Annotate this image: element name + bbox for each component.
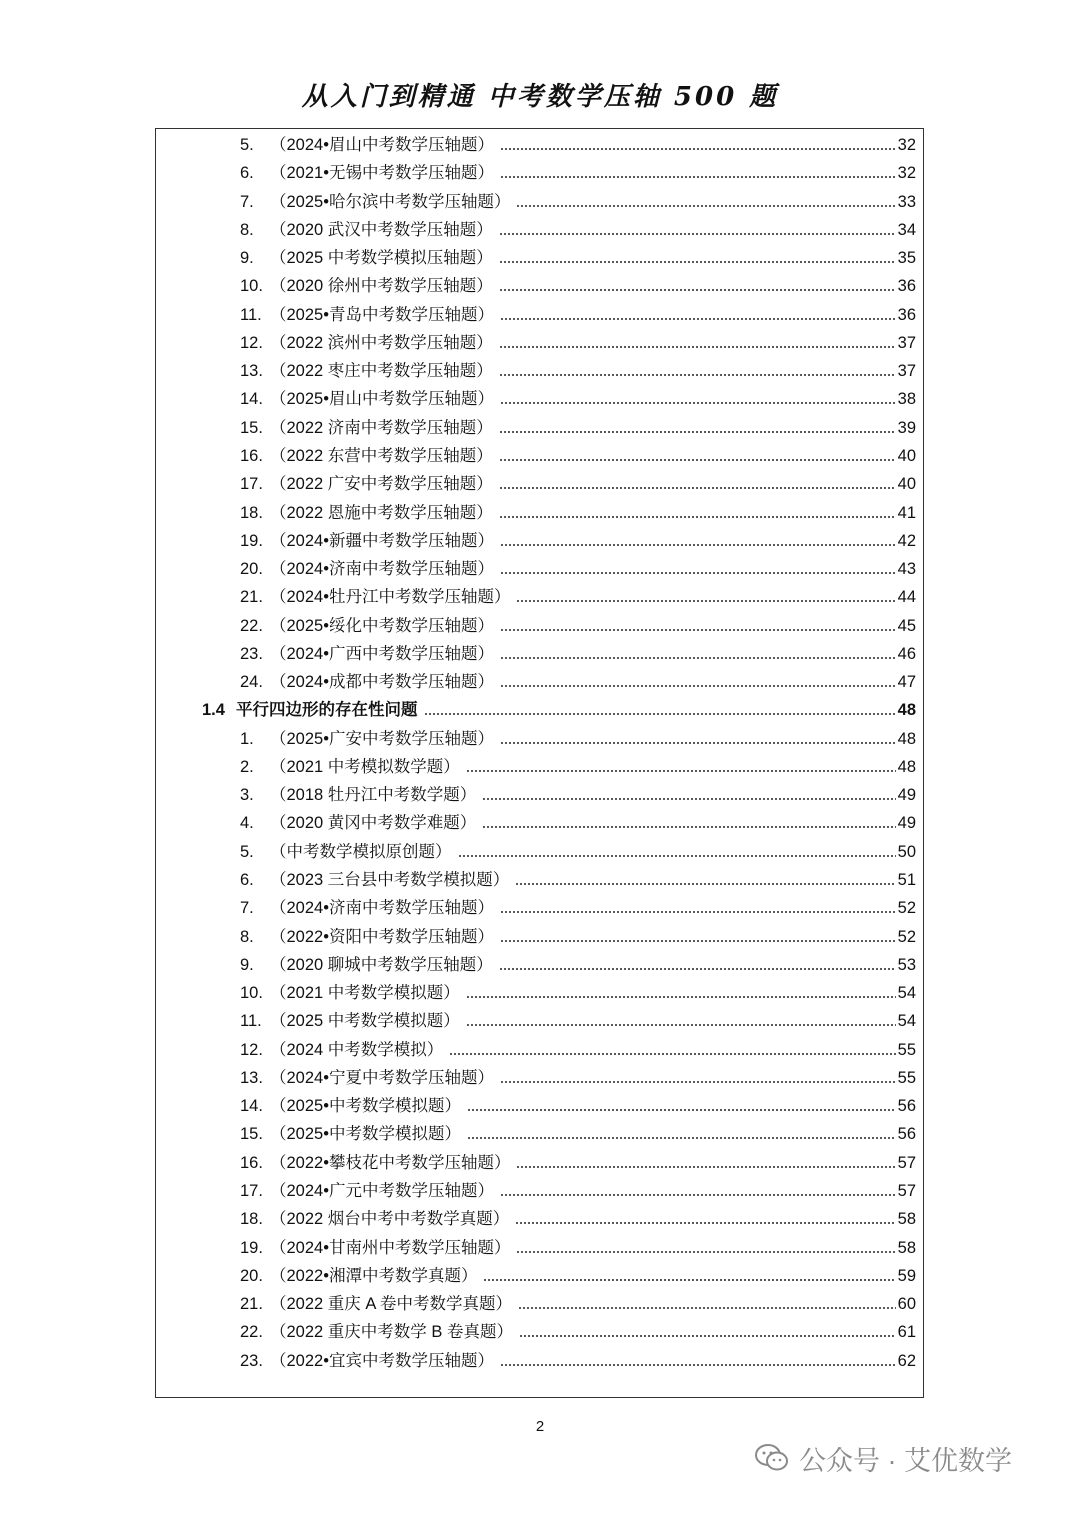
toc-entry-title: （2018 牡丹江中考数学题） — [270, 786, 477, 805]
toc-entry-number: 24. — [240, 673, 263, 692]
toc-entry-number: 21. — [240, 1295, 263, 1314]
toc-entry[interactable] — [240, 445, 916, 467]
toc-entry-number: 11. — [240, 1012, 262, 1031]
toc-entry-title: （2024•眉山中考数学压轴题） — [270, 136, 494, 154]
toc-entry-title: （2025•眉山中考数学压轴题） — [270, 390, 494, 409]
toc-entry-number: 8. — [240, 927, 254, 946]
toc-entry-page: 55 — [897, 1068, 916, 1087]
toc-entry-title: （2025•中考数学模拟题） — [270, 1097, 461, 1116]
toc-entry-title: （2022•资阳中考数学压轴题） — [270, 927, 494, 946]
toc-entry-title: （2024•济南中考数学压轴题） — [270, 560, 494, 579]
toc-entry-page: 58 — [897, 1210, 916, 1229]
toc-entry-title: （2022 东营中考数学压轴题） — [270, 446, 493, 465]
toc-entry-title: （2023 三台县中考数学模拟题） — [270, 871, 510, 890]
toc-entry-page: 37 — [897, 362, 916, 381]
toc-leader-dots — [499, 374, 896, 376]
toc-entry-title: （2025 中考数学模拟压轴题） — [270, 249, 493, 268]
toc-entry[interactable] — [240, 1067, 916, 1089]
toc-entry-number: 16. — [240, 446, 263, 465]
toc-entry-page: 49 — [897, 786, 916, 805]
toc-entry-number: 6. — [240, 871, 254, 890]
toc-entry-title: （2022 广安中考数学压轴题） — [270, 475, 493, 494]
page-header-title: 从入门到精通 中考数学压轴 500 题 — [301, 82, 779, 112]
toc-entry[interactable] — [240, 784, 916, 806]
toc-entry[interactable] — [240, 1095, 916, 1117]
toc-entry-title: 平行四边形的存在性问题 — [236, 701, 418, 720]
toc-entry-number: 6. — [240, 164, 254, 183]
toc-entry-number: 7. — [240, 192, 254, 211]
toc-entry-number: 13. — [240, 1068, 263, 1087]
toc-entry-page: 48 — [897, 757, 916, 776]
toc-leader-dots — [466, 996, 896, 998]
toc-entry-number: 21. — [240, 588, 263, 607]
toc-entry-number: 10. — [240, 277, 263, 296]
toc-entry-page: 49 — [897, 814, 916, 833]
toc-entry-title: （2020 徐州中考数学压轴题） — [270, 277, 493, 296]
toc-entry-page: 60 — [897, 1295, 916, 1314]
toc-entry-title: （2022 烟台中考中考数学真题） — [270, 1210, 510, 1229]
toc-entry-page: 54 — [897, 1012, 916, 1031]
toc-entry-page: 36 — [897, 305, 916, 324]
toc-leader-dots — [500, 1081, 896, 1083]
toc-entry-title: （2024•宁夏中考数学压轴题） — [270, 1068, 494, 1087]
toc-entry[interactable] — [240, 982, 916, 1004]
toc-entry[interactable] — [240, 812, 916, 834]
toc-entry-number: 18. — [240, 503, 263, 522]
toc-entry[interactable] — [240, 1237, 916, 1259]
toc-entry[interactable] — [240, 728, 916, 750]
toc-entry-page: 37 — [897, 333, 916, 352]
toc-leader-dots — [458, 855, 896, 857]
toc-entry-number: 18. — [240, 1210, 263, 1229]
toc-entry-number: 23. — [240, 1351, 263, 1370]
toc-entry-page: 42 — [897, 531, 916, 550]
toc-entry-page: 46 — [897, 644, 916, 663]
toc-entry[interactable] — [240, 841, 916, 863]
toc-entry-page: 41 — [897, 503, 916, 522]
toc-entry-title: （2022 重庆 A 卷中考数学真题） — [270, 1295, 513, 1314]
toc-leader-dots — [500, 318, 896, 320]
toc-leader-dots — [516, 205, 895, 207]
toc-entry-page: 55 — [897, 1040, 916, 1059]
toc-section-heading[interactable] — [202, 699, 916, 721]
toc-leader-dots — [500, 572, 896, 574]
toc-entry[interactable] — [240, 360, 916, 382]
toc-entry-title: （2025•中考数学模拟题） — [270, 1125, 461, 1144]
toc-entry-title: （2024•成都中考数学压轴题） — [270, 673, 494, 692]
toc-entry-page: 33 — [897, 192, 916, 211]
toc-entry-page: 50 — [897, 842, 916, 861]
toc-entry-number: 1.4 — [202, 701, 225, 720]
toc-entry-number: 20. — [240, 1266, 263, 1285]
toc-leader-dots — [500, 148, 896, 150]
toc-entry-page: 48 — [897, 701, 916, 720]
toc-entry-page: 51 — [897, 871, 916, 890]
toc-entry-page: 62 — [897, 1351, 916, 1370]
toc-entry-number: 19. — [240, 531, 263, 550]
toc-entry-number: 22. — [240, 1323, 263, 1342]
toc-entry-title: （2024•牡丹江中考数学压轴题） — [270, 588, 511, 607]
toc-entry-page: 61 — [897, 1323, 916, 1342]
toc-leader-dots — [518, 1307, 896, 1309]
toc-leader-dots — [467, 1109, 896, 1111]
toc-leader-dots — [499, 516, 896, 518]
toc-entry-title: （2022 滨州中考数学压轴题） — [270, 333, 493, 352]
toc-entry-number: 8. — [240, 220, 254, 239]
wechat-icon — [755, 1443, 789, 1473]
toc-entry[interactable] — [240, 756, 916, 778]
toc-leader-dots — [482, 798, 895, 800]
toc-entry-title: （2025•哈尔滨中考数学压轴题） — [270, 192, 511, 211]
toc-leader-dots — [499, 233, 896, 235]
toc-entry-title: （2024•济南中考数学压轴题） — [270, 899, 494, 918]
toc-entry[interactable] — [240, 897, 916, 919]
toc-entry[interactable] — [240, 275, 916, 297]
toc-entry[interactable] — [240, 162, 916, 184]
toc-entry-number: 17. — [240, 475, 263, 494]
toc-entry-page: 58 — [897, 1238, 916, 1257]
toc-entry-page: 35 — [897, 249, 916, 268]
toc-entry-number: 22. — [240, 616, 263, 635]
toc-leader-dots — [500, 911, 896, 913]
toc-leader-dots — [516, 600, 895, 602]
toc-entry[interactable] — [240, 530, 916, 552]
toc-entry-title: （2021 中考模拟数学题） — [270, 757, 460, 776]
toc-entry[interactable] — [240, 1265, 916, 1287]
toc-leader-dots — [499, 968, 896, 970]
watermark-text: 公众号 · 艾优数学 — [799, 1445, 1012, 1476]
toc-entry[interactable] — [240, 1321, 916, 1343]
toc-entry-title: （2025 中考数学模拟题） — [270, 1012, 460, 1031]
toc-entry-title: （2024•甘南州中考数学压轴题） — [270, 1238, 511, 1257]
toc-entry-title: （2022 重庆中考数学 B 卷真题） — [270, 1323, 513, 1342]
toc-entry-title: （2020 黄冈中考数学难题） — [270, 814, 477, 833]
toc-leader-dots — [515, 883, 895, 885]
toc-entry-page: 39 — [897, 418, 916, 437]
toc-entry[interactable] — [240, 869, 916, 891]
toc-entry-title: （2020 聊城中考数学压轴题） — [270, 955, 493, 974]
toc-entry-number: 16. — [240, 1153, 263, 1172]
toc-leader-dots — [519, 1335, 896, 1337]
toc-leader-dots — [482, 826, 895, 828]
toc-entry-page: 57 — [897, 1181, 916, 1200]
toc-entry-title: （2022•宜宾中考数学压轴题） — [270, 1351, 494, 1370]
toc-entry-number: 14. — [240, 390, 263, 409]
toc-entry-page: 40 — [897, 475, 916, 494]
toc-entry-page: 47 — [897, 673, 916, 692]
toc-entry-page: 45 — [897, 616, 916, 635]
toc-leader-dots — [515, 1222, 895, 1224]
toc-entry[interactable] — [240, 388, 916, 410]
toc-entry-number: 11. — [240, 305, 262, 324]
toc-entry-title: （2022 济南中考数学压轴题） — [270, 418, 493, 437]
toc-entry-page: 56 — [897, 1097, 916, 1116]
toc-entry-page: 40 — [897, 446, 916, 465]
toc-entry-title: （2025•绥化中考数学压轴题） — [270, 616, 494, 635]
toc-entry-number: 23. — [240, 644, 263, 663]
toc-entry-page: 54 — [897, 984, 916, 1003]
toc-entry-title: （2025•青岛中考数学压轴题） — [270, 305, 494, 324]
toc-entry-number: 10. — [240, 984, 263, 1003]
toc-leader-dots — [516, 1251, 895, 1253]
toc-leader-dots — [499, 487, 896, 489]
toc-leader-dots — [500, 544, 896, 546]
toc-entry[interactable] — [240, 1010, 916, 1032]
toc-entry-number: 5. — [240, 136, 254, 154]
toc-entry[interactable] — [240, 191, 916, 213]
toc-entry[interactable] — [240, 1152, 916, 1174]
toc-entry-number: 1. — [240, 729, 254, 748]
toc-leader-dots — [499, 289, 896, 291]
toc-entry-page: 36 — [897, 277, 916, 296]
toc-entry[interactable] — [240, 247, 916, 269]
toc-leader-dots — [500, 742, 896, 744]
toc-entry-title: （2024•广西中考数学压轴题） — [270, 644, 494, 663]
toc-entry-page: 43 — [897, 560, 916, 579]
toc-entry-number: 17. — [240, 1181, 263, 1200]
toc-entry-page: 44 — [897, 588, 916, 607]
toc-entry-number: 12. — [240, 1040, 263, 1059]
toc-entry[interactable] — [240, 926, 916, 948]
toc-entry-page: 34 — [897, 220, 916, 239]
toc-entry-title: （中考数学模拟原创题） — [270, 842, 452, 861]
toc-entry-title: （2022 恩施中考数学压轴题） — [270, 503, 493, 522]
toc-entry-page: 57 — [897, 1153, 916, 1172]
toc-entry-page: 52 — [897, 927, 916, 946]
toc-leader-dots — [516, 1166, 895, 1168]
toc-entry[interactable] — [240, 586, 916, 608]
toc-leader-dots — [499, 459, 896, 461]
toc-entry-title: （2020 武汉中考数学压轴题） — [270, 220, 493, 239]
toc-entry[interactable] — [240, 1208, 916, 1230]
toc-entry-title: （2021•无锡中考数学压轴题） — [270, 164, 494, 183]
toc-leader-dots — [499, 431, 896, 433]
toc-entry[interactable] — [240, 1123, 916, 1145]
toc-entry-page: 52 — [897, 899, 916, 918]
toc-entry-title: （2021 中考数学模拟题） — [270, 984, 460, 1003]
toc-leader-dots — [499, 261, 896, 263]
toc-entry-number: 14. — [240, 1097, 263, 1116]
toc-leader-dots — [466, 770, 896, 772]
toc-entry-page: 48 — [897, 729, 916, 748]
toc-leader-dots — [424, 713, 896, 715]
toc-entry-page: 56 — [897, 1125, 916, 1144]
toc-entry-number: 12. — [240, 333, 263, 352]
toc-leader-dots — [483, 1279, 895, 1281]
toc-entry-page: 32 — [897, 136, 916, 154]
toc-entry[interactable] — [240, 473, 916, 495]
toc-leader-dots — [500, 940, 896, 942]
toc-entry-title: （2022 枣庄中考数学压轴题） — [270, 362, 493, 381]
toc-entry-title: （2022•攀枝花中考数学压轴题） — [270, 1153, 511, 1172]
toc-leader-dots — [500, 685, 896, 687]
toc-entry-number: 15. — [240, 1125, 263, 1144]
toc-leader-dots — [500, 1194, 896, 1196]
toc-entry[interactable] — [240, 1293, 916, 1315]
toc-leader-dots — [500, 176, 896, 178]
toc-entry[interactable] — [240, 1350, 916, 1372]
toc-leader-dots — [500, 402, 896, 404]
toc-entry[interactable] — [240, 671, 916, 693]
toc-entry-title: （2022•湘潭中考数学真题） — [270, 1266, 478, 1285]
toc-entry-number: 3. — [240, 786, 254, 805]
toc-entry[interactable] — [240, 954, 916, 976]
toc-entry[interactable] — [240, 332, 916, 354]
toc-entry-page: 32 — [897, 164, 916, 183]
toc-entry-page: 38 — [897, 390, 916, 409]
toc-entry[interactable] — [240, 219, 916, 241]
toc-entry-number: 5. — [240, 842, 254, 861]
toc-leader-dots — [466, 1024, 896, 1026]
toc-entry-number: 9. — [240, 249, 254, 268]
toc-entry[interactable] — [240, 304, 916, 326]
toc-entry[interactable] — [240, 558, 916, 580]
toc-entry[interactable] — [240, 643, 916, 665]
page-number: 2 — [535, 1418, 545, 1435]
toc-leader-dots — [500, 629, 896, 631]
toc-entry-number: 15. — [240, 418, 263, 437]
toc-entry-number: 4. — [240, 814, 254, 833]
watermark — [755, 1435, 1012, 1481]
toc-entry-number: 2. — [240, 757, 254, 776]
toc-entry[interactable] — [240, 1180, 916, 1202]
toc-leader-dots — [467, 1137, 896, 1139]
toc-leader-dots — [449, 1053, 895, 1055]
toc-entry-number: 20. — [240, 560, 263, 579]
toc-entry-title: （2025•广安中考数学压轴题） — [270, 729, 494, 748]
toc-leader-dots — [500, 657, 896, 659]
toc-entry[interactable] — [240, 502, 916, 524]
toc-entry-number: 19. — [240, 1238, 263, 1257]
toc-entry[interactable] — [240, 134, 916, 156]
toc-entry-title: （2024•广元中考数学压轴题） — [270, 1181, 494, 1200]
toc-entry[interactable] — [240, 1039, 916, 1061]
toc-entry-number: 9. — [240, 955, 254, 974]
toc-entry-title: （2024•新疆中考数学压轴题） — [270, 531, 494, 550]
toc-entry-page: 53 — [897, 955, 916, 974]
toc-entry-title: （2024 中考数学模拟） — [270, 1040, 444, 1059]
toc-leader-dots — [500, 1364, 896, 1366]
toc-entry-number: 13. — [240, 362, 263, 381]
toc-entry[interactable] — [240, 615, 916, 637]
toc-entry-number: 7. — [240, 899, 254, 918]
toc-leader-dots — [499, 346, 896, 348]
toc-entry[interactable] — [240, 417, 916, 439]
toc-entry-page: 59 — [897, 1266, 916, 1285]
